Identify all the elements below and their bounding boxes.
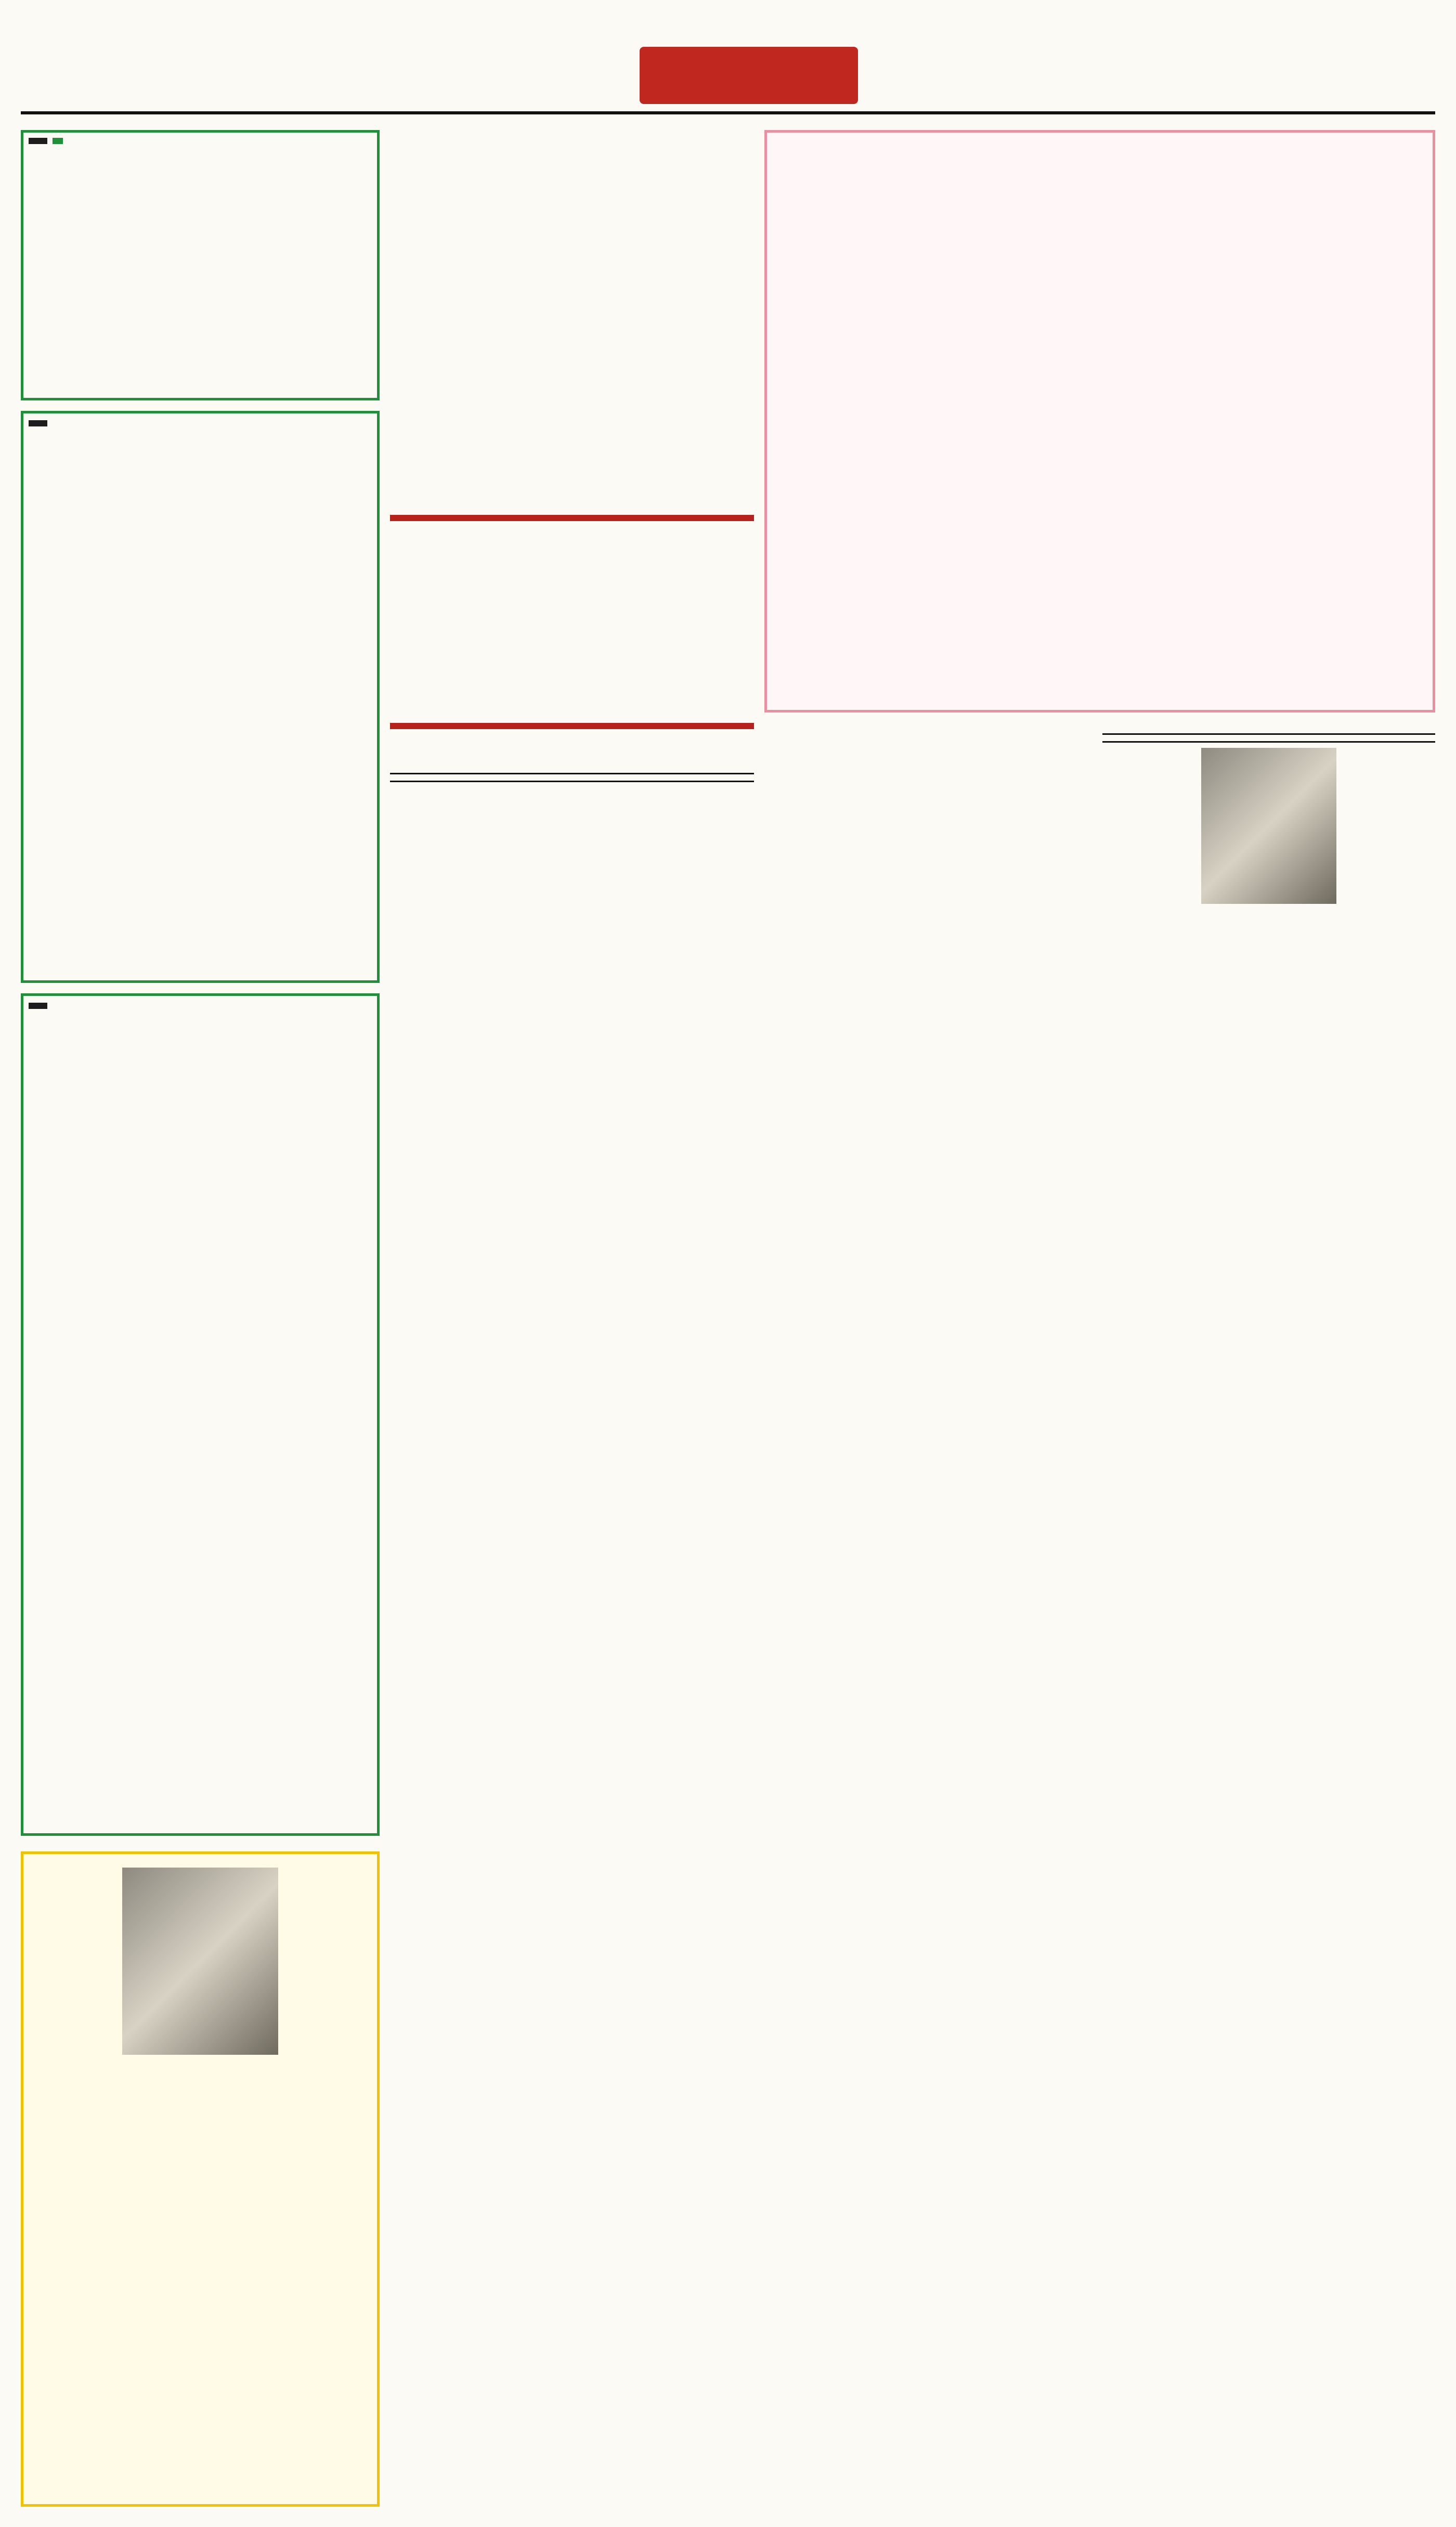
avsaan-title [390,723,754,729]
horoscope-box [21,993,380,1836]
prarthana-portrait [122,1868,278,2055]
horoscope-continued [390,130,754,504]
birthday-text [23,149,377,368]
nagar-header [390,515,754,553]
prarthana-box [21,1851,380,2507]
birthday-title [29,138,47,144]
prarthana2-portrait [1201,748,1336,904]
birthday-date [53,138,63,144]
avsaan-header [390,723,754,761]
obituary-column-4 [1102,723,1435,2512]
prarthana2-title [1102,733,1435,743]
panchang-title [29,420,47,426]
panchang-text [23,438,377,937]
horoscope-text [23,1016,377,1807]
prarthana-text [23,2061,377,2207]
obituary-column-2 [390,770,754,2512]
birthday-box [21,130,380,400]
hindu-section-heading [390,773,754,782]
panchang-box [21,411,380,983]
nagar-text [390,562,754,712]
obituary-column-3 [764,723,1092,2512]
masthead [21,36,1435,114]
mantra-box [764,130,1435,712]
prarthana-family-top [23,1854,377,1862]
city-edition-label [640,47,858,104]
nagar-title [390,515,754,521]
horoscope-title [29,1003,47,1009]
